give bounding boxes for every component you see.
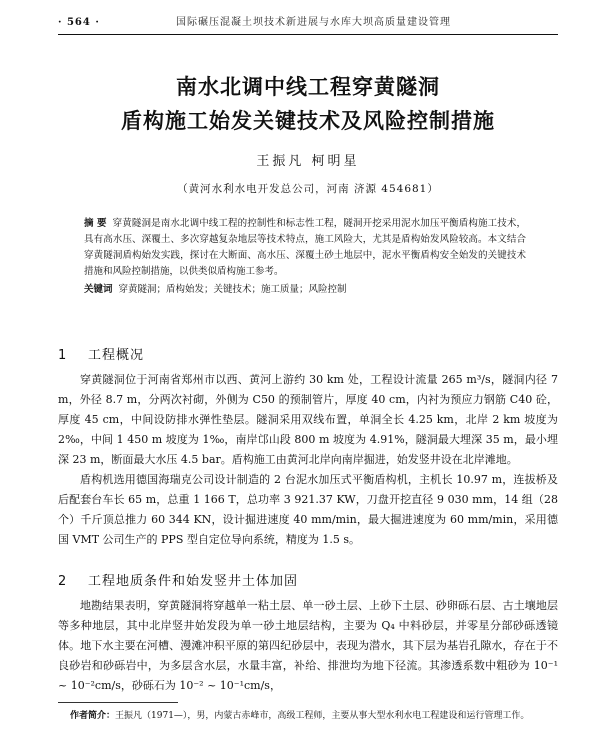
title-line-2: 盾构施工始发关键技术及风险控制措施 — [121, 109, 495, 133]
section-1-heading — [58, 344, 558, 363]
authors: 王振凡 柯明星 — [256, 154, 360, 169]
section-1-title: 工程概况 — [88, 348, 145, 363]
keywords-text: 穿黄隧洞；盾构始发；关键技术；施工质量；风险控制 — [118, 284, 347, 295]
title-line-1: 南水北调中线工程穿黄隧洞 — [176, 75, 440, 99]
section-2-paragraph-1: 地勘结果表明，穿黄隧洞将穿越单一粘土层、单一砂土层、上砂下土层、砂卵砾石层、古土壤地层等多种地层，其中北岸竖井始发段为单一砂土地层结构，主要为 Q₄ 中料砂层，并零星分部砂砾透镜体。地下水主要在河槽、漫滩冲积平原的第四纪砂层中，表现为潜水，其下层为基岩孔隙水，存在于不良砂岩和砂砾岩中，为多层含水层，水量丰富，补给、排泄均为地下径流。其渗透系数中粗砂为 10⁻¹ ~ 10⁻²cm/s，砂砾石为 10⁻² ~ 10⁻¹cm/s， — [58, 599, 558, 692]
section-1-number: 1 — [58, 348, 68, 363]
journal-title: 国际碾压混凝土坝技术新进展与水库大坝高质量建设管理 — [176, 17, 451, 28]
section-2-number: 2 — [58, 574, 68, 589]
keywords — [84, 282, 526, 298]
keywords-label: 关键词 — [84, 284, 113, 295]
affiliation: （黄河水利水电开发总公司，河南 济源 454681） — [177, 183, 439, 195]
abstract — [84, 216, 526, 280]
footnote-label: 作者简介： — [70, 711, 116, 721]
running-head — [58, 14, 558, 32]
section-1-paragraph-1: 穿黄隧洞位于河南省郑州市以西、黄河上游约 30 km 处，工程设计流量 265 m³/s，隧洞内径 7 m，外径 8.7 m，分两次衬砌，外侧为 C50 的预制管片，厚度 40 cm，内衬为预应力钢筋 C40 砼，厚度 45 cm，中间设防排水弹性垫层。隧洞采用双线布置，单洞全长 4.25 km，北岸 2 km 坡度为 2‰，中间 1 450 m 坡度为 1‰，南岸邙山段 800 m 坡度为 4.91%，隧洞最大埋深 35 m，最小埋深 23 m，断面最大水压 4.5 bar。盾构施工由黄河北岸向南岸掘进，始发竖井设在北岸滩地。 — [58, 373, 558, 466]
page-number: · 564 · — [58, 17, 100, 28]
footnote-text: 王振凡（1971—），男，内蒙古赤峰市，高级工程师，主要从事大型水利水电工程建设和运行管理工作。 — [115, 711, 530, 721]
section-1-paragraph-2: 盾构机选用德国海瑞克公司设计制造的 2 台泥水加压式平衡盾构机，主机长 10.97 m，连拔桥及后配套台车长 65 m，总重 1 166 T，总功率 3 921.37 KW，刀盘开挖直径 9 030 mm，14 组（28 个）千斤顶总推力 60 344 KN，设计掘进速度 40 mm/min，最大掘进速度为 60 mm/min，采用德国 VMT 公司生产的 PPS 型自定位导向系统，精度为 1.5 s。 — [58, 473, 558, 546]
abstract-block — [84, 216, 526, 298]
abstract-text: 穿黄隧洞是南水北调中线工程的控制性和标志性工程，隧洞开挖采用泥水加压平衡盾构施工技术，具有高水压、深覆土、多次穿越复杂地层等技术特点，施工风险大，尤其是盾构始发风险较高。本文结合穿黄隧洞盾构始发实践，探讨在大断面、高水压、深覆土砂土地层中，泥水平衡盾构安全始发的关键技术措施和风险控制措施，以供类似盾构施工参考。 — [84, 218, 526, 277]
footnote-rule — [58, 702, 178, 703]
author-footnote — [70, 709, 558, 724]
paper-title — [58, 70, 558, 138]
section-2-title: 工程地质条件和始发竖井土体加固 — [88, 574, 299, 589]
section-2-heading — [58, 570, 558, 589]
abstract-label: 摘 要 — [84, 218, 107, 229]
header-rule — [58, 34, 558, 35]
